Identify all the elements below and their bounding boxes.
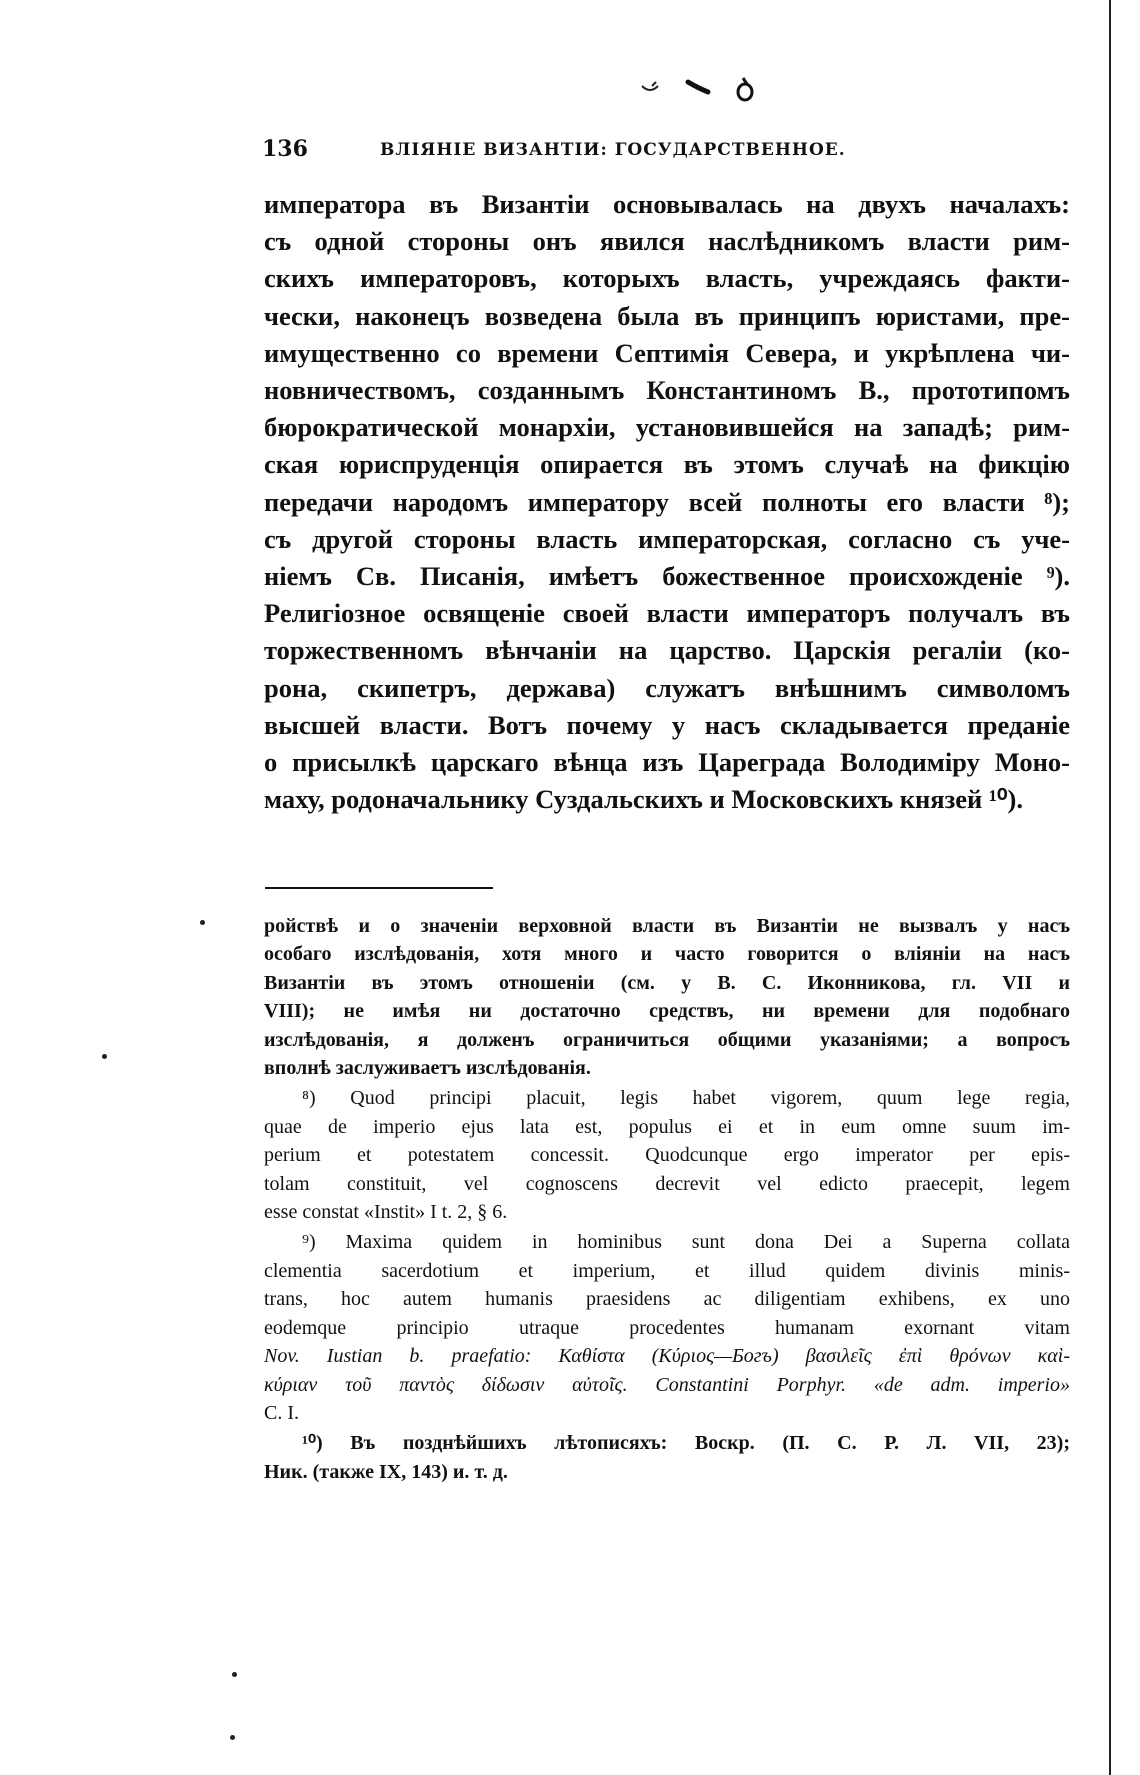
body-line: скихъ императоровъ, которыхъ власть, учреждаясь факти- [264,263,1070,294]
scan-speck [200,920,205,925]
main-text [264,186,1070,818]
scan-speck [102,1054,107,1059]
scan-speck [230,1735,235,1740]
footnote-line: VIII); не имѣя ни достаточно средствъ, ни времени для подобнаго [264,1000,1070,1023]
page-number: 136 [262,136,308,162]
footnote-line: особаго изслѣдованія, хотя много и часто говорится о вліяніи на насъ [264,943,1070,966]
body-line: маху, родоначальнику Суздальскихъ и Московскихъ князей ¹⁰). [264,784,1023,815]
footnote-9 [264,1228,1070,1427]
footnote-line: вполнѣ заслуживаетъ изслѣдованія. [264,1057,591,1080]
footnote-line: ⁹) Maxima quidem in hominibus sunt dona Dei a Superna collata [302,1231,1070,1254]
footnote-line: C. I. [264,1401,299,1424]
body-line: рона, скипетръ, держава) служатъ внѣшнимъ символомъ [264,672,1070,703]
running-title: ВЛІЯНІЕ ВИЗАНТІИ: ГОСУДАРСТВЕННОЕ. [380,140,846,160]
footnote-line: Византіи въ этомъ отношеніи (см. у В. С. Иконникова, гл. VII и [264,971,1070,994]
footnote-line: Nov. Iustian b. praefatio: Καθίστα (Κύριος—Богъ) βασιλεῖς ἐπὶ θρόνων καὶ- [264,1345,1070,1368]
footnote-line: Ник. (также IX, 143) и. т. д. [264,1460,508,1483]
body-line: чески, наконецъ возведена была въ принципъ юристами, пре- [264,300,1070,331]
footnote-separator [265,887,493,889]
body-line: ніемъ Св. Писанія, имѣетъ божественное происхожденіе ⁹). [264,561,1070,592]
footnote-line: clementia sacerdotium et imperium, et illud quidem divinis minis- [264,1259,1070,1282]
body-line: бюрократической монархіи, установившейся на западѣ; рим- [264,412,1070,443]
footnote-line: esse constat «Instit» I t. 2, § 6. [264,1201,508,1224]
footnote-line: trans, hoc autem humanis praesidens ac diligentiam exhibens, ex uno [264,1288,1070,1311]
body-line: передачи народомъ императору всей полноты его власти ⁸); [264,486,1070,517]
footnote-line: quae de imperio ejus lata est, populus ei et in eum omne suum im- [264,1115,1070,1138]
footnote-10 [264,1429,1070,1486]
body-line: императора въ Византіи основывалась на двухъ началахъ: [264,189,1070,219]
body-line: о присылкѣ царскаго вѣнца изъ Цареграда Володиміру Моно- [264,747,1070,778]
body-line: Религіозное освященіе своей власти императоръ получалъ въ [264,598,1070,629]
footnote-line: tolam constituit, vel cognoscens decrevit vel edicto praecepit, legem [264,1172,1070,1195]
footnotes [264,912,1070,1486]
footnote-line: κύριαν τοῦ παντὸς δίδωσιν αὐτοῖς. Constantini Porphyr. «de adm. imperio» [264,1373,1070,1396]
body-line: новничествомъ, созданнымъ Константиномъ В., прототипомъ [264,375,1070,406]
footnote-line: perium et potestatem concessit. Quodcunque ergo imperator per epis- [264,1144,1070,1167]
header-ornament [640,74,760,104]
body-line: ская юриспруденція опирается въ этомъ случаѣ на фикцію [264,449,1070,480]
scan-speck [232,1672,237,1677]
footnote-continuation [264,912,1070,1082]
footnote-line: ⁸) Quod principi placuit, legis habet vigorem, quum lege regia, [302,1087,1070,1110]
body-line: съ другой стороны власть императорская, согласно съ уче- [264,523,1070,554]
body-line: высшей власти. Вотъ почему у насъ складывается преданіе [264,709,1070,740]
footnote-8 [264,1084,1070,1226]
scan-edge-line [1109,0,1111,1775]
footnote-line: изслѣдованія, я долженъ ограничиться общими указаніями; а вопросъ [264,1028,1070,1051]
body-line: имущественно со времени Септимія Севера, и укрѣплена чи- [264,337,1070,368]
footnote-line: eodemque principio utraque procedentes humanam exornant vitam [264,1316,1070,1339]
page-header [262,136,932,162]
body-line: торжественномъ вѣнчаніи на царство. Царскія регаліи (ко- [264,635,1070,666]
footnote-line: ¹⁰) Въ позднѣйшихъ лѣтописяхъ: Воскр. (П. С. Р. Л. VII, 23); [302,1432,1070,1455]
footnote-line: ройствѣ и о значеніи верховной власти въ Византіи не вызвалъ у насъ [264,915,1070,937]
body-line: съ одной стороны онъ явился наслѣдникомъ власти рим- [264,226,1070,257]
